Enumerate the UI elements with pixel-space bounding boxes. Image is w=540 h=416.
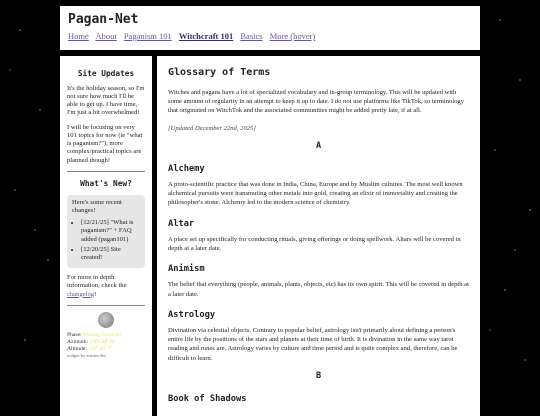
- moon-azimuth-label: Azimuth:: [67, 338, 89, 345]
- changelog-link[interactable]: changelog: [67, 290, 95, 298]
- moon-altitude-value: -18° 48' 7": [88, 345, 113, 352]
- nav-witchcraft-101[interactable]: Witchcraft 101: [178, 31, 234, 41]
- term-definition: The belief that everything (people, animals, plants, objects, etc) has its own spirit. This will be covered in depth at a later date.: [168, 281, 469, 298]
- moon-info: [67, 332, 145, 353]
- nav-paganism-101[interactable]: Paganism 101: [123, 31, 172, 41]
- moon-azimuth-value: 156° 48' N: [89, 338, 114, 345]
- letter-heading-a: A: [315, 140, 322, 151]
- term-definition: Divination via celestial objects. Contrary to popular belief, astrology isn't primarily about defining a person's entire life by the positions of the stars and planets at their time of birth. It is divination in the same way tarot reading and runes are. Astrology varies by culture and time period and is quite complex and, therefore, can be difficult to learn.: [168, 326, 458, 362]
- site-updates-heading: Site Updates: [77, 69, 135, 78]
- changelog-note-prefix: For more in depth information, check the: [67, 274, 127, 290]
- main-nav: [68, 31, 472, 41]
- nav-about[interactable]: About: [95, 31, 117, 41]
- sidebar-divider: [67, 171, 145, 172]
- term-heading: Altar: [168, 218, 195, 229]
- whats-new-intro: Here's some recent changes!: [72, 198, 122, 214]
- letter-heading-b: B: [315, 370, 322, 381]
- updated-date: [Updated December 22nd, 2025]: [168, 124, 256, 132]
- changelog-note: [67, 274, 145, 299]
- nav-more-hover[interactable]: More (hover): [269, 31, 316, 41]
- page-title: Glossary of Terms: [168, 67, 271, 78]
- intro-paragraph: Witches and pagans have a lot of specialized vocabulary and in-group terminology. This will be updated with some amount of regularity in an attempt to keep it up to date. I do not use platforms like TikTok, so terminology that originated on WitchTok and the associated communities might be added pretty late, if at all.: [168, 89, 465, 115]
- changelog-note-suffix: !: [94, 290, 97, 298]
- moon-phase-label: Phase:: [67, 331, 82, 338]
- moon-phase-value: Waxing Crescent: [82, 331, 122, 338]
- whats-new-box: [67, 195, 145, 269]
- term-heading: Book of Shadows: [168, 393, 247, 404]
- sidebar: [60, 56, 152, 416]
- moon-phase-icon: [98, 312, 114, 328]
- site-updates-paragraph-2: I will be focusing on very 101 topics for now (ie "what is paganism?"), more complex/practical topics are planned though!: [67, 123, 143, 164]
- main-content: [157, 56, 480, 416]
- term-heading: Animism: [168, 264, 205, 275]
- nav-home[interactable]: Home: [68, 31, 89, 41]
- whats-new-item: • [12/21/25] "What is paganism?" + FAQ added (pagan101): [81, 219, 140, 244]
- moon-widget: [67, 312, 145, 359]
- sidebar-divider: [67, 305, 145, 306]
- site-updates-paragraph-1: It's the holiday season, so I'm not sure how much I'll be able to get up. I have time, I'm just a bit overwhelmed!: [67, 84, 145, 117]
- term-definition: A proto-scientific practice that was done in India, China, Europe and by Muslim cultures. The most well known alchemical pursuits were transmuting other metals into gold, creating an elixir of immortality and creating the philosopher's stone. Alchemy led to the modern science of chemistry.: [168, 180, 463, 207]
- whats-new-item: • [12/20/25] Site created!: [81, 246, 140, 262]
- site-header: [60, 6, 480, 50]
- term-heading: Astrology: [168, 309, 216, 320]
- whats-new-list: [72, 219, 140, 262]
- moon-widget-credit: widget by zinster.dev: [67, 352, 107, 358]
- term-heading: Alchemy: [168, 163, 205, 174]
- whats-new-heading: What's New?: [80, 178, 132, 188]
- term-definition: A place set up specifically for conducting rituals, giving offerings or doing spellwork. Altars will be covered in depth at a later date.: [168, 235, 461, 252]
- moon-altitude-label: Altitude:: [67, 345, 87, 352]
- site-title: Pagan-Net: [68, 12, 139, 27]
- nav-basics[interactable]: Basics: [240, 31, 263, 41]
